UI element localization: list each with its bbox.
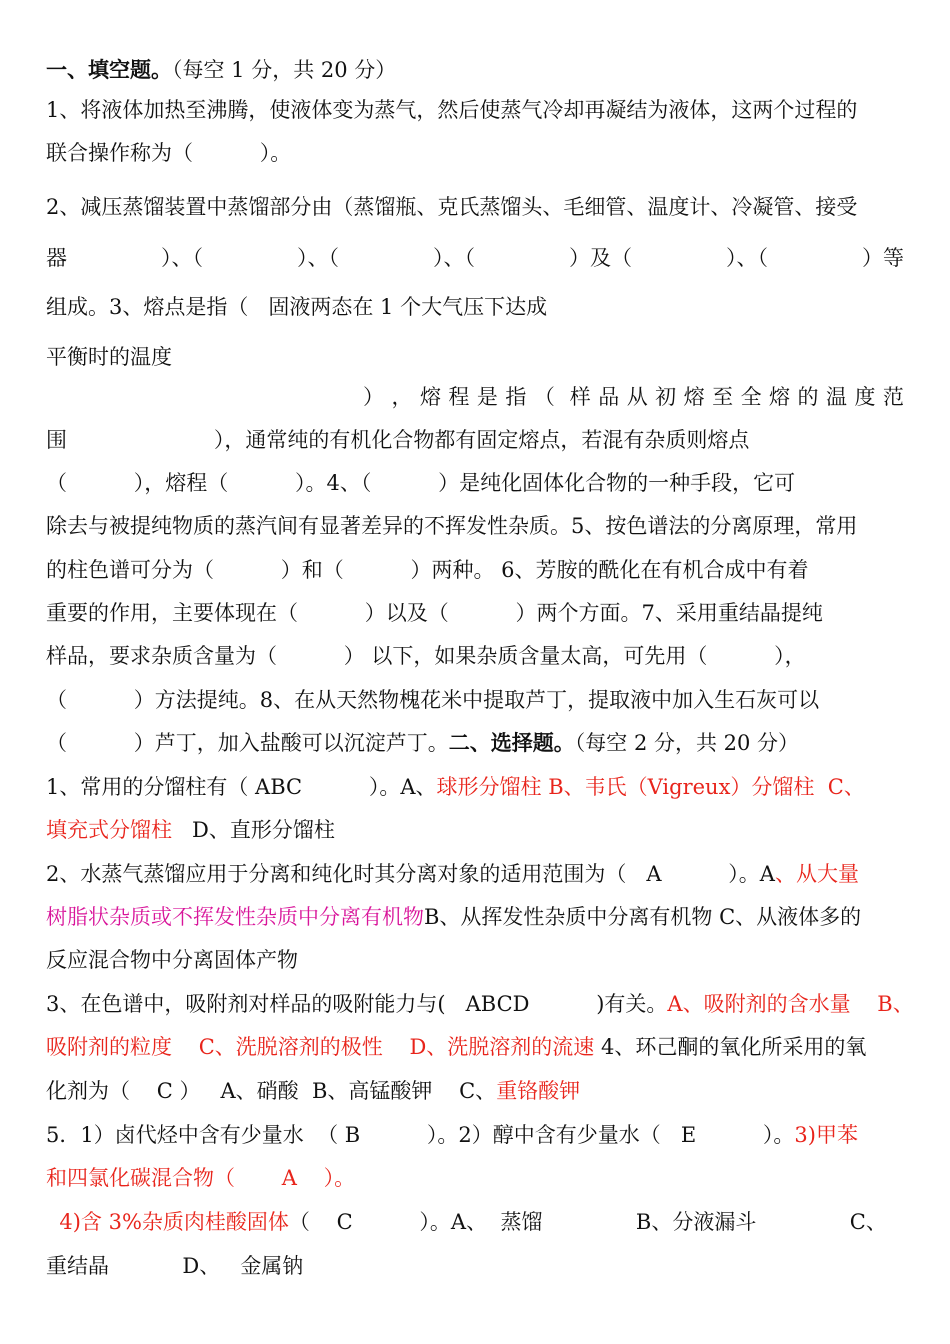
section2-heading: 二、选择题。: [448, 730, 575, 755]
mc5-part4: 4)含 3%杂质肉桂酸固体: [46, 1210, 289, 1234]
char: 指: [505, 385, 527, 409]
mc5-line-2: 和四氯化碳混合物（ A ）。: [46, 1166, 356, 1190]
mc2-options-bc: B、从挥发性杂质中分离有机物 C、从液体多的: [424, 905, 862, 929]
char: 度: [854, 385, 876, 409]
section2-score: （每空 2 分，共 20 分）: [574, 731, 800, 755]
q2-line-1: 2、减压蒸馏装置中蒸馏部分由（蒸馏瓶、克氏蒸馏头、毛细管、温度计、冷凝管、接受: [46, 195, 858, 219]
mc4-question-start: 4、环己酮的氧化所采用的氧: [594, 1035, 867, 1059]
char: 从: [626, 385, 648, 409]
q6-line: 重要的作用，主要体现在（ ）以及（ ）两个方面。7、采用重结晶提纯: [46, 601, 823, 625]
char: 品: [598, 385, 620, 409]
q2-blank-seg: ）、（: [161, 246, 203, 270]
q3-line-1: 组成。3、熔点是指（ 固液两态在 1 个大气压下达成: [46, 295, 548, 319]
mc3-line-2: [46, 1033, 866, 1061]
mc4-question: 化剂为（ C ） A、硝酸 B、高锰酸钾 C、: [46, 1079, 497, 1103]
mc3-answer-bcd: 吸附剂的粒度 C、洗脱溶剂的极性 D、洗脱溶剂的流速: [46, 1035, 595, 1059]
mc3-question: 3、在色谱中，吸附剂对样品的吸附能力与( ABCD )有关。: [46, 992, 668, 1016]
mc2-line-1: [46, 860, 859, 888]
q2-line-2: [46, 244, 904, 272]
char: （: [533, 385, 555, 409]
mc1-line-2: [46, 816, 335, 844]
q3-line-5: （ ），熔程（ ）。4、（ ）是纯化固体化合物的一种手段，它可: [46, 471, 796, 495]
q3-line-4: 围 ），通常纯的有机化合物都有固定熔点，若混有杂质则熔点: [46, 428, 750, 452]
mc1-line-1: [46, 773, 865, 801]
mc5-question: 5．1）卤代烃中含有少量水 （ B ）。2）醇中含有少量水（ E ）。: [46, 1123, 795, 1147]
q2-blank-seg: ）、（: [433, 246, 475, 270]
mc3-answer-ab: A、吸附剂的含水量 B、: [667, 992, 914, 1016]
mc5-line-4: 重结晶 D、 金属钠: [46, 1254, 304, 1278]
q8-line: （ ）方法提纯。8、在从天然物槐花米中提取芦丁，提取液中加入生石灰可以: [46, 688, 820, 712]
mc5-part3-start: 3)甲苯: [794, 1123, 858, 1147]
q2-blank-seg: 器: [46, 246, 67, 270]
mc5-options: （ C ）。A、 蒸馏 B、分液漏斗 C、: [288, 1210, 887, 1234]
char: 样: [569, 385, 591, 409]
char: 熔: [683, 385, 705, 409]
mc5-line-1: [46, 1121, 858, 1149]
q3-line-3: [363, 383, 904, 411]
char: 温: [825, 385, 847, 409]
q1-line-2: 联合操作称为（ ）。: [46, 141, 292, 165]
mc1-question: 1、常用的分馏柱有（ ABC ）。A、: [46, 775, 437, 799]
char: 初: [655, 385, 677, 409]
mc2-answer-a: 树脂状杂质或不挥发性杂质中分离有机物: [46, 905, 424, 929]
q2-blank-seg: ）及（: [569, 246, 632, 270]
section2-heading-line: [46, 729, 799, 757]
mc5-line-3: [46, 1208, 887, 1236]
q2-blank-seg: ）等: [862, 246, 904, 270]
char: 至: [712, 385, 734, 409]
char: 是: [476, 385, 498, 409]
mc2-answer-start: 、从大量: [774, 862, 859, 886]
mc2-question: 2、水蒸气蒸馏应用于分离和纯化时其分离对象的适用范围为（ A ）。A: [46, 862, 775, 886]
char: ）: [363, 385, 384, 409]
mc1-answers-highlight: 球形分馏柱 B、韦氏（Vigreux）分馏柱 C、: [436, 775, 865, 799]
mc4-answer-c: 重铬酸钾: [496, 1079, 581, 1103]
q8-end-text: （ ）芦丁，加入盐酸可以沉淀芦丁。: [46, 731, 449, 755]
mc3-line-1: [46, 990, 914, 1018]
q2-blank-seg: ）、（: [297, 246, 339, 270]
mc2-line-3: 反应混合物中分离固体产物: [46, 948, 298, 972]
q4-line: 除去与被提纯物质的蒸汽间有显著差异的不挥发性杂质。5、按色谱法的分离原理，常用: [46, 514, 858, 538]
char: 程: [448, 385, 470, 409]
char: 熔: [769, 385, 791, 409]
char: 范: [882, 385, 904, 409]
char: 熔: [419, 385, 441, 409]
char: 全: [740, 385, 762, 409]
mc2-line-2: [46, 903, 861, 931]
mc1-answer-c: 填充式分馏柱: [46, 818, 172, 842]
q7-line: 样品，要求杂质含量为（ ） 以下，如果杂质含量太高，可先用（ ），: [46, 644, 806, 668]
mc4-line: [46, 1077, 580, 1105]
char: ，: [391, 385, 413, 409]
section1-heading: 一、填空题。: [46, 57, 172, 82]
q1-line-1: 1、将液体加热至沸腾，使液体变为蒸气，然后使蒸气冷却再凝结为液体，这两个过程的: [46, 98, 858, 122]
q3-line-2: 平衡时的温度: [46, 345, 172, 369]
section1-score: （每空 1 分，共 20 分）: [172, 58, 397, 82]
char: 的: [797, 385, 819, 409]
mc1-option-d: D、直形分馏柱: [172, 818, 335, 842]
section1-heading-line: [46, 56, 396, 84]
q2-blank-seg: ）、（: [726, 246, 768, 270]
q5-line: 的柱色谱可分为（ ）和（ ）两种。 6、芳胺的酰化在有机合成中有着: [46, 558, 809, 582]
